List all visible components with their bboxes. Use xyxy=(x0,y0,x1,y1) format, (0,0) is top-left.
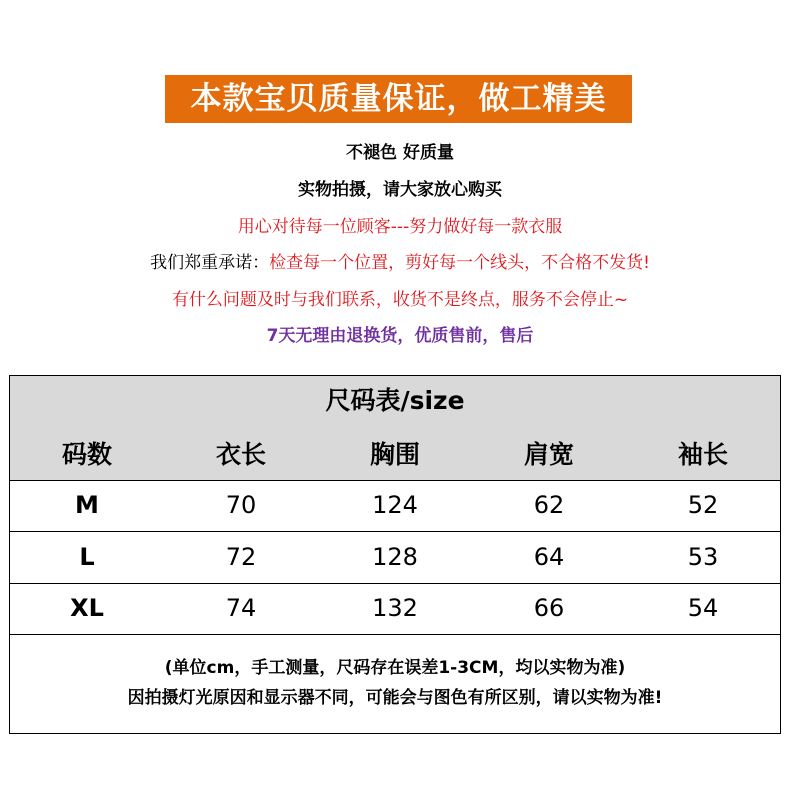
size-cell: M xyxy=(75,491,99,519)
measurement-note: (单位cm，手工测量，尺码存在误差1-3CM，均以实物为准) xyxy=(164,658,626,678)
chest-cell: 128 xyxy=(372,543,418,571)
size-table-title: 尺码表/size xyxy=(325,386,465,415)
promise-detail: 检查每一个位置，剪好每一个线头，不合格不发货! xyxy=(269,253,650,273)
shoulder-cell: 66 xyxy=(533,594,565,622)
quality-banner: 本款宝贝质量保证，做工精美 xyxy=(165,75,632,123)
table-row xyxy=(10,532,780,584)
chest-cell: 124 xyxy=(372,491,418,519)
header-sleeve: 袖长 xyxy=(677,440,728,469)
sleeve-cell: 54 xyxy=(687,594,719,622)
length-cell: 70 xyxy=(225,491,257,519)
table-row xyxy=(10,583,780,635)
header-size: 码数 xyxy=(61,440,112,469)
size-table-header xyxy=(10,376,780,481)
sleeve-cell: 53 xyxy=(687,543,719,571)
promo-line-return-policy: 7天无理由退换货，优质售前，售后 xyxy=(266,326,534,346)
header-chest: 胸围 xyxy=(369,440,420,469)
color-disclaimer-note: 因拍摄灯光原因和显示器不同，可能会与图色有所区别，请以实物为准! xyxy=(127,688,663,708)
table-row xyxy=(10,480,780,532)
promo-line-promise xyxy=(0,251,800,275)
chest-cell: 132 xyxy=(372,594,418,622)
header-length: 衣长 xyxy=(215,440,266,469)
size-table-header-row xyxy=(10,429,780,480)
size-cell: XL xyxy=(70,594,104,622)
shoulder-cell: 62 xyxy=(533,491,565,519)
length-cell: 72 xyxy=(225,543,257,571)
promo-line-real-photo: 实物拍摄，请大家放心购买 xyxy=(298,180,502,200)
size-cell: L xyxy=(79,543,95,571)
header-shoulder: 肩宽 xyxy=(523,440,574,469)
promo-line-colorfast: 不褪色 好质量 xyxy=(346,143,454,163)
promo-line-service: 有什么问题及时与我们联系，收货不是终点，服务不会停止~ xyxy=(171,290,629,310)
size-table xyxy=(9,375,781,734)
promo-line-customer-care: 用心对待每一位顾客---努力做好每一款衣服 xyxy=(237,217,563,237)
length-cell: 74 xyxy=(225,594,257,622)
sleeve-cell: 52 xyxy=(687,491,719,519)
shoulder-cell: 64 xyxy=(533,543,565,571)
promise-prefix: 我们郑重承诺： xyxy=(150,253,270,273)
